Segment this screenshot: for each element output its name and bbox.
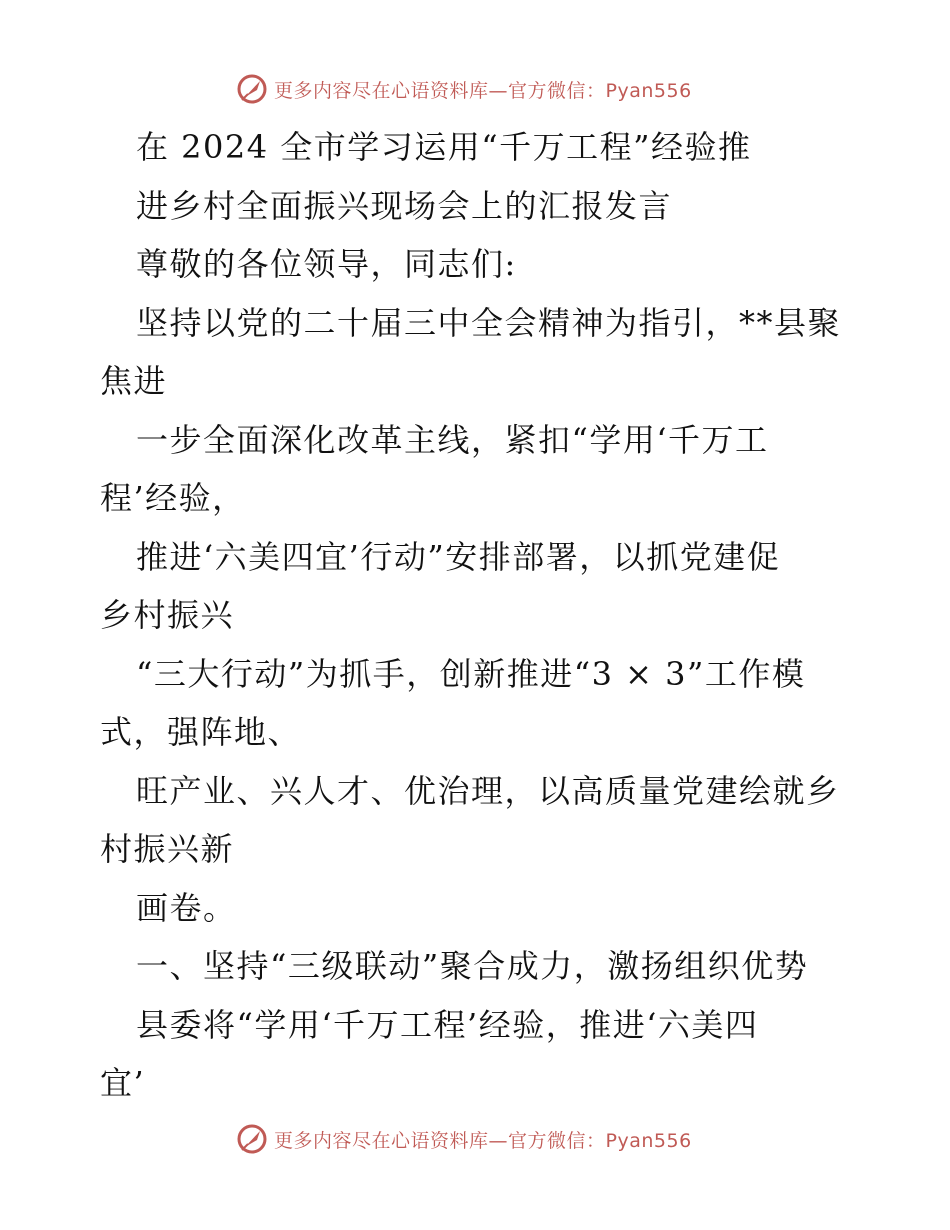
watermark-text: 更多内容尽在心语资料库—官方微信：Pyan556 [274, 79, 692, 102]
watermark-footer [236, 1122, 692, 1156]
title-line-1: 在 2024 全市学习运用“千万工程”经验推 [136, 128, 752, 166]
section-heading: 一、坚持“三级联动”聚合成力，激扬组织优势 [136, 947, 809, 985]
text-line: 画卷。 [136, 888, 237, 927]
document-body [100, 118, 852, 1113]
text-line: 程’经验， [100, 479, 246, 517]
text-line: 式，强阵地、 [100, 713, 302, 751]
text-line: 旺产业、兴人才、优治理，以高质量党建绘就乡 [136, 771, 840, 810]
quill-logo-icon [236, 1123, 268, 1155]
text-line: 宜’ [100, 1064, 146, 1102]
salutation: 尊敬的各位领导，同志们: [136, 245, 517, 283]
text-line: 焦进 [100, 362, 168, 400]
text-line: 村振兴新 [100, 830, 235, 868]
quill-logo-icon [236, 73, 268, 105]
watermark-text: 更多内容尽在心语资料库—官方微信：Pyan556 [274, 1129, 692, 1152]
title-line-2: 进乡村全面振兴现场会上的汇报发言 [136, 186, 673, 225]
text-line: 推进‘六美四宜’行动”安排部署，以抓党建促 [136, 537, 781, 576]
text-line: “三大行动”为抓手，创新推进“3 × 3”工作模 [136, 654, 806, 693]
text-line: 一步全面深化改革主线，紧扣“学用‘千万工 [136, 420, 769, 459]
text-line: 乡村振兴 [100, 596, 235, 634]
text-line: 县委将“学用‘千万工程’经验，推进‘六美四 [136, 1005, 759, 1044]
text-line: 坚持以党的二十届三中全会精神为指引，**县聚 [136, 303, 842, 342]
watermark-header [236, 72, 692, 106]
